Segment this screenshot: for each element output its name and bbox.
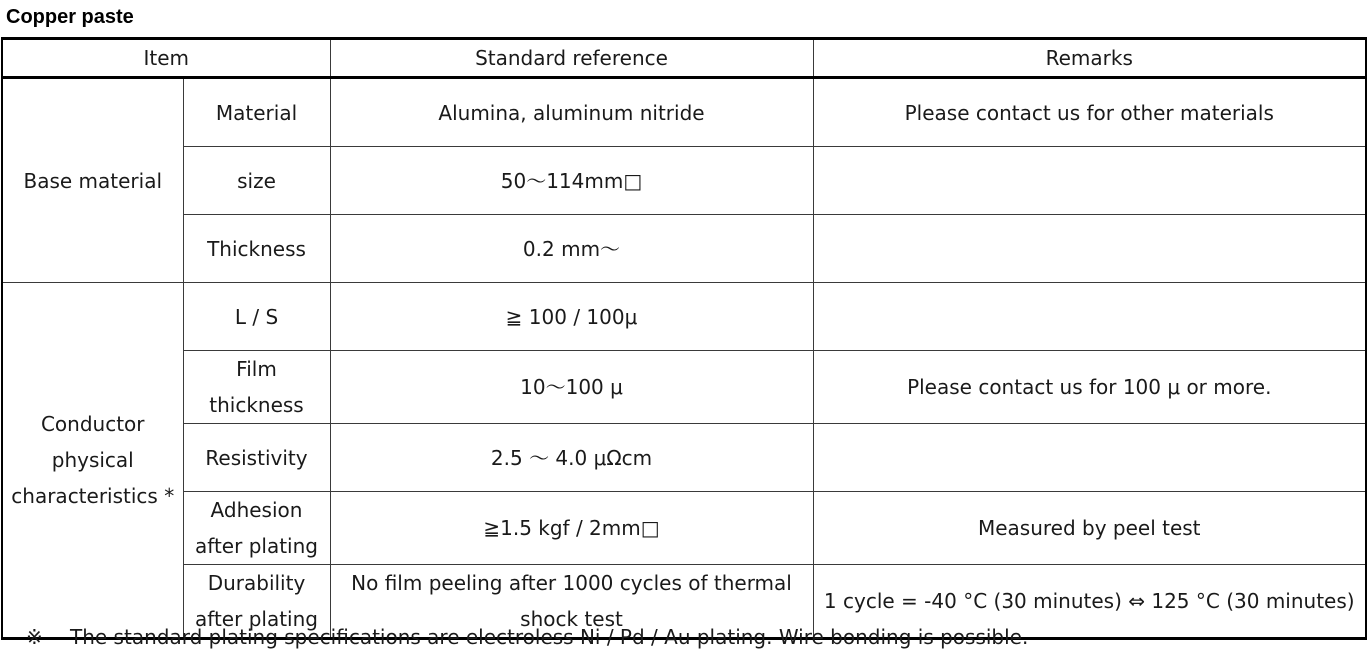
table-row: [2, 215, 1366, 283]
row-remarks: [813, 147, 1366, 215]
row-item: L / S: [183, 283, 330, 351]
row-item: Adhesion after plating: [183, 492, 330, 565]
table-row: [2, 283, 1366, 351]
row-item: Thickness: [183, 215, 330, 283]
header-item: Item: [2, 39, 330, 78]
row-remarks: [813, 215, 1366, 283]
row-item: Film thickness: [183, 351, 330, 424]
row-remarks: Please contact us for 100 μ or more.: [813, 351, 1366, 424]
group-base-material: Base material: [2, 78, 183, 283]
header-standard: Standard reference: [330, 39, 813, 78]
row-item: Resistivity: [183, 424, 330, 492]
row-standard: ≧1.5 kgf / 2mm□: [330, 492, 813, 565]
row-remarks: Please contact us for other materials: [813, 78, 1366, 147]
footnote-text: The standard plating specifications are electroless Ni / Pd / Au plating. Wire bonding is possible.: [70, 625, 1029, 649]
row-remarks: Measured by peel test: [813, 492, 1366, 565]
row-standard: 50～114mm□: [330, 147, 813, 215]
spec-table: [1, 37, 1367, 640]
row-item: size: [183, 147, 330, 215]
row-standard: 10～100 μ: [330, 351, 813, 424]
table-header-row: [2, 39, 1366, 78]
table-row: [2, 424, 1366, 492]
row-remarks: 1 cycle = -40 °C (30 minutes) ⇔ 125 °C (30 minutes): [813, 565, 1366, 639]
table-row: [2, 147, 1366, 215]
footnote-mark: ※: [26, 625, 43, 649]
page-title: Copper paste: [6, 6, 134, 28]
row-standard: Alumina, aluminum nitride: [330, 78, 813, 147]
footnote: [26, 625, 1028, 649]
row-standard: 2.5 ～ 4.0 μΩcm: [330, 424, 813, 492]
table-row: [2, 492, 1366, 565]
table-row: [2, 351, 1366, 424]
row-standard: No film peeling after 1000 cycles of thermal shock test: [330, 565, 813, 639]
row-remarks: [813, 283, 1366, 351]
table-row: [2, 78, 1366, 147]
row-item: Durability after plating: [183, 565, 330, 639]
group-conductor: Conductor physical characteristics *: [2, 283, 183, 639]
row-standard: ≧ 100 / 100μ: [330, 283, 813, 351]
row-remarks: [813, 424, 1366, 492]
header-remarks: Remarks: [813, 39, 1366, 78]
row-standard: 0.2 mm～: [330, 215, 813, 283]
row-item: Material: [183, 78, 330, 147]
